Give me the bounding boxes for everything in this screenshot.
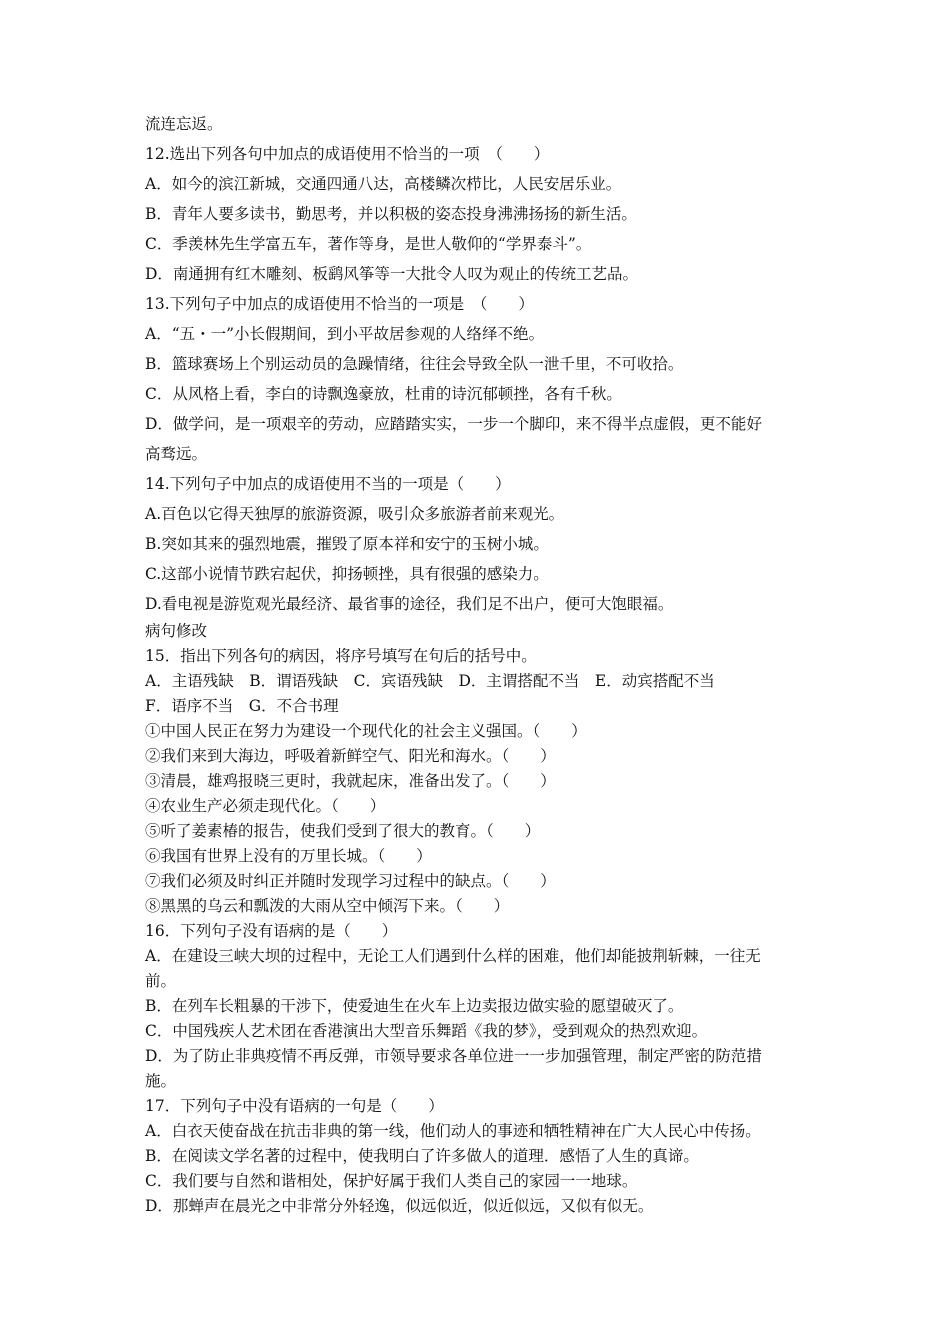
- q17-option-c: C．我们要与自然和谐相处，保护好属于我们人类自己的家园一一地球。: [145, 1172, 638, 1190]
- q15-item: ②我们来到大海边，呼吸着新鲜空气、阳光和海水。（ ）: [145, 747, 556, 765]
- q11-tail: 流连忘返。: [145, 115, 223, 133]
- q15-item: ④农业生产必须走现代化。（ ）: [145, 797, 386, 815]
- q13-option-d-line1: D．做学问，是一项艰辛的劳动，应踏踏实实，一步一个脚印，来不得半点虚假，更不能好: [145, 415, 762, 433]
- emphasized-idiom: 鳞次栉比: [435, 175, 498, 193]
- emphasized-idiom: 突如其来: [161, 535, 224, 553]
- q16-option-d-line1: D．为了防止非典疫情不再反弹，市领导要求各单位进一一步加强管理，制定严密的防范措: [145, 1047, 762, 1065]
- q15-item: ③清晨，雄鸡报晓三更时，我就起床，准备出发了。（ ）: [145, 772, 556, 790]
- emphasized-idiom: 天独厚: [238, 505, 286, 523]
- emphasized-idiom: 叹为观止: [467, 265, 530, 283]
- emphasized-idiom: 好: [746, 415, 762, 433]
- q16-option-d-line2: 施。: [145, 1072, 177, 1090]
- document-content: [145, 113, 825, 1217]
- q15-item: ①中国人民正在努力为建设一个现代化的社会主义强国。（ ）: [145, 722, 587, 740]
- emphasized-idiom: 沸沸扬扬: [497, 205, 560, 223]
- emphasized-idiom: 足不出户: [487, 595, 550, 613]
- q12-option-d: D．南通拥有红木雕刻、板鹞风筝等一大批令人叹为观止的传统工艺品。: [145, 265, 638, 283]
- q17-option-b: B．在阅读文学名著的过程中，使我明白了许多做人的道理．感悟了人生的真谛。: [145, 1147, 699, 1165]
- emphasized-idiom: 高骛远: [145, 445, 192, 463]
- emphasized-idiom: 著作等身: [327, 235, 390, 253]
- section-title: 病句修改: [145, 622, 208, 640]
- q12-option-b: B．青年人要多读书，勤思考，并以积极的姿态投身沸沸扬扬的新生活。: [145, 205, 637, 223]
- q13-option-a: A．“五・一”小长假期间，到小平故居参观的人络绎不绝。: [145, 325, 545, 343]
- q15-item: ⑥我国有世界上没有的万里长城。（ ）: [145, 847, 432, 865]
- q15-options-line1: A．主语残缺 B．谓语残缺 C．宾语残缺 D．主谓搭配不当 E．动宾搭配不当: [145, 672, 715, 690]
- q14-option-d: D.看电视是游览观光最经济、最省事的途径，我们足不出户，便可大饱眼福。: [145, 595, 674, 613]
- q14-stem: 14.下列句子中加点的成语使用不当的一项是（ ）: [145, 475, 511, 493]
- q14-option-a: A.百色以它得天独厚的旅游资源，吸引众多旅游者前来观光。: [145, 505, 565, 523]
- q13-option-b: B．篮球赛场上个别运动员的急躁情绪，往往会导致全队一泄千里，不可收拾。: [145, 355, 684, 373]
- q15-options-line2: F．语序不当 G．不合书理: [145, 697, 339, 715]
- q16-option-c: C．中国残疾人艺术团在香港演出大型音乐舞蹈《我的梦》，受到观众的热烈欢迎。: [145, 1022, 708, 1040]
- q12-option-c: C．季羡林先生学富五车，著作等身，是世人敬仰的“学界泰斗”。: [145, 235, 592, 253]
- q15-item: ⑦我们必须及时纠正并随时发现学习过程中的缺点。（ ）: [145, 872, 556, 890]
- q15-item: ⑤听了姜素椿的报告，使我们受到了很大的教育。（ ）: [145, 822, 541, 840]
- q16-stem: 16．下列句子没有语病的是（ ）: [145, 922, 398, 940]
- q14-option-c: C.这部小说情节跌宕起伏，抑扬顿挫，具有很强的感染力。: [145, 565, 549, 583]
- q17-stem: 17．下列句子中没有语病的一句是（ ）: [145, 1097, 444, 1115]
- q13-option-d-line2: 高骛远。: [145, 445, 208, 463]
- emphasized-idiom: 抑扬顿挫: [331, 565, 394, 583]
- q12-stem: 12.选出下列各句中加点的成语使用不恰当的一项 （ ）: [145, 145, 550, 163]
- q12-option-a: A．如今的滨江新城，交通四通八达，高楼鳞次栉比，人民安居乐业。: [145, 175, 622, 193]
- q16-option-a-line2: 前。: [145, 972, 177, 990]
- q17-option-d: D．那蝉声在晨光之中非常分外轻逸，似远似近，似近似远，又似有似无。: [145, 1197, 654, 1215]
- q16-option-b: B．在列车长粗暴的干涉下，使爱迪生在火车上边卖报边做实验的愿望破灭了。: [145, 997, 684, 1015]
- q17-option-a: A．白衣天使奋战在抗击非典的第一线，他们动人的事迹和牺牲精神在广大人民心中传扬。: [145, 1122, 761, 1140]
- emphasized-idiom: 各有千秋: [544, 385, 607, 403]
- emphasized-idiom: 一泄千里: [528, 355, 591, 373]
- q13-stem: 13.下列句子中加点的成语使用不恰当的一项是 （ ）: [145, 295, 534, 313]
- q16-option-a-line1: A．在建设三峡大坝的过程中，无论工人们遇到什么样的困难，他们却能披荆斩棘，一往无: [145, 947, 761, 965]
- q15-stem: 15．指出下列各句的病因，将序号填写在句后的括号中。: [145, 647, 537, 665]
- emphasized-idiom: 流连忘返: [145, 115, 208, 133]
- q14-option-b: B.突如其来的强烈地震，摧毁了原本祥和安宁的玉树小城。: [145, 535, 549, 553]
- q15-item: ⑧黑黑的乌云和瓢泼的大雨从空中倾泻下来。（ ）: [145, 897, 510, 915]
- emphasized-idiom: 络绎不绝: [466, 325, 529, 343]
- q13-option-c: C．从风格上看，李白的诗飘逸豪放，杜甫的诗沉郁顿挫，各有千秋。: [145, 385, 622, 403]
